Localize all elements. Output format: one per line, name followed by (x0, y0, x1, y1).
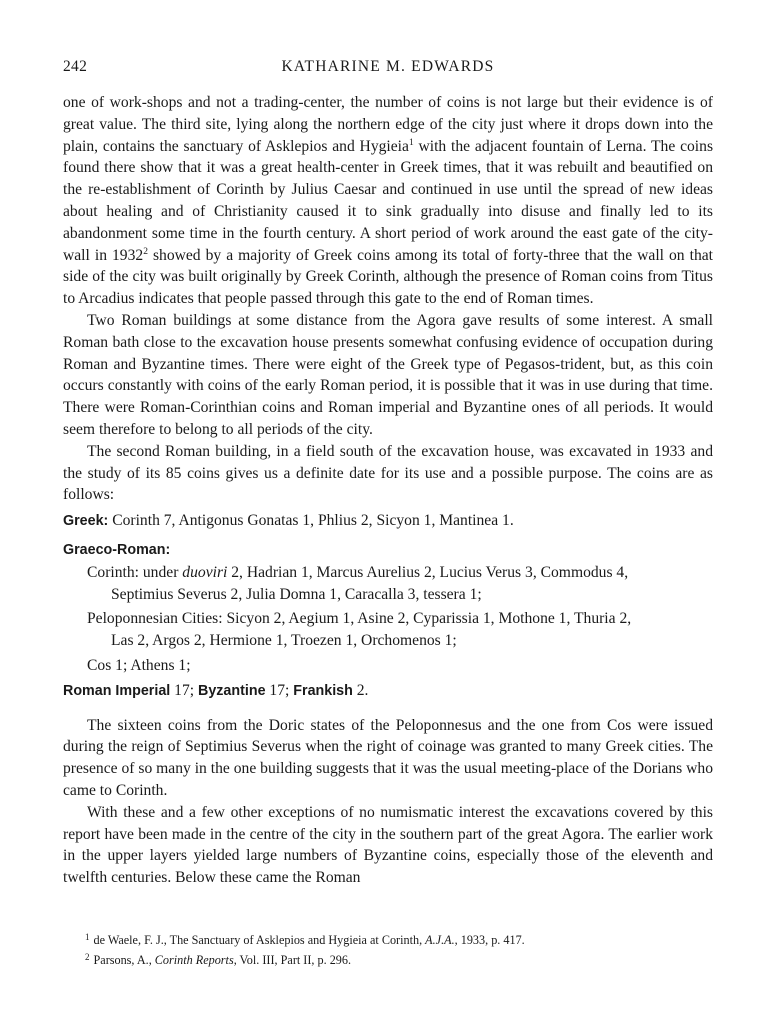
frankish-value: 2. (352, 681, 369, 699)
footnote-2-text-b: , Vol. III, Part II, p. 296. (233, 953, 352, 967)
corinth-text-a: Corinth: under (87, 563, 183, 581)
footnote-ref-1: 1 (408, 137, 414, 148)
footnote-1 (63, 929, 713, 949)
roman-imperial-label: Roman Imperial (63, 682, 171, 699)
coin-list-later (63, 680, 713, 703)
footnote-1-italic: A.J.A. (425, 933, 455, 947)
coin-list-cos: Cos 1; Athens 1; (87, 656, 191, 674)
running-head: KATHARINE M. EDWARDS (281, 58, 495, 75)
paragraph-5: With these and a few other exceptions of no numismatic interest the excavations covered by this report have been made in the centre of the city in the southern part of the great Agora. The earlier work in the upper layers yielded large numbers of Byzantine coins, especially those of the eleventh and twelfth centuries. Below these came the Roman (63, 803, 713, 887)
paragraph-2: Two Roman buildings at some distance from the Agora gave results of some interest. A small Roman bath close to the excavation house presents somewhat confusing evidence of occupation during Roman and Byzantine times. There were eight of the Greek type of Pegasos-trident, but, as this coin occurs constantly with coins of the early Roman period, it is possible that it was in use during that time. There were Roman-Corinthian coins and Roman imperial and Byzantine ones of all periods. It would seem therefore to belong to all periods of the city. (63, 311, 713, 438)
roman-imperial-value: 17; (170, 681, 198, 699)
footnote-1-text-a: de Waele, F. J., The Sanctuary of Asklepios and Hygieia at Corinth, (93, 933, 426, 947)
footnote-1-mark: 1 (85, 932, 90, 942)
greek-text: Corinth 7, Antigonus Gonatas 1, Phlius 2, Sicyon 1, Mantinea 1. (108, 512, 514, 530)
footnote-2-mark: 2 (85, 952, 90, 962)
paragraph-1-text-a: one of work-shops and not a trading-center, the number of coins is not large but their evidence is of great value. The third site, lying along the northern edge of the city just where it drops down into the plain, contains the sanctuary of Asklepios and Hygieia (63, 94, 713, 155)
footnotes (63, 929, 713, 969)
paragraph-4: The sixteen coins from the Doric states of the Peloponnesus and the one from Cos were issued during the reign of Septimius Severus when the right of coinage was granted to many Greek cities. The presence of so many in the one building suggests that it was the usual meeting-place of the Dorians who came to Corinth. (63, 716, 713, 799)
paragraph-1 (63, 92, 713, 310)
paragraph-3: The second Roman building, in a field south of the excavation house, was excavated in 1933 and the study of its 85 coins gives us a definite date for its use and a possible purpose. The coins are as follows: (63, 442, 713, 504)
footnote-ref-2: 2 (143, 246, 148, 257)
corinth-italic: duoviri (182, 563, 228, 581)
corinth-text-b: 2, Hadrian 1, Marcus Aurelius 2, Lucius Verus 3, Commodus 4, (227, 563, 629, 581)
coin-list-greek (63, 510, 713, 533)
graeco-roman-label: Graeco-Roman: (63, 541, 171, 558)
footnote-2 (63, 949, 713, 969)
byzantine-label: Byzantine (198, 682, 266, 699)
coin-list-peloponnesian-cont: Las 2, Argos 2, Hermione 1, Troezen 1, Orchomenos 1; (111, 632, 457, 650)
coin-list (63, 510, 713, 702)
footnote-2-italic: Corinth Reports (154, 953, 234, 967)
byzantine-value: 17; (265, 681, 294, 699)
paragraph-1-text-b: with the adjacent fountain of Lerna. The coins found there show that it was a great health-center in Greek times, that it was rebuilt and beautified on the re-establishment of Corinth by Julius Caesar and continued in use until the spread of new ideas about healing and of Christianity caused it to sink gradually into disuse and finally led to its abandonment some time in the fourth century. A short period of work around the east gate of the city-wall in 1932 (63, 137, 714, 264)
coin-list-peloponnesian: Peloponnesian Cities: Sicyon 2, Aegium 1, Asine 2, Cyparissia 1, Mothone 1, Thuria 2, (87, 610, 632, 628)
page-body (63, 56, 713, 889)
frankish-label: Frankish (293, 682, 353, 699)
coin-list-corinth-cont: Septimius Severus 2, Julia Domna 1, Caracalla 3, tessera 1; (111, 585, 482, 603)
page-header (63, 56, 713, 80)
greek-label: Greek: (63, 513, 109, 530)
page-number: 242 (63, 58, 88, 75)
coin-list-corinth (63, 562, 713, 584)
paragraph-1-text-c: showed by a majority of Greek coins among its total of forty-three that the wall on that side of the city was built originally by Greek Corinth, although the presence of Roman coins from Titus to Arcadius indicates that people passed through this gate to the end of Roman times. (63, 246, 713, 308)
footnote-1-text-b: , 1933, p. 417. (454, 933, 525, 947)
coin-list-graeco-roman-label (63, 539, 713, 562)
footnote-2-text-a: Parsons, A., (93, 953, 155, 967)
